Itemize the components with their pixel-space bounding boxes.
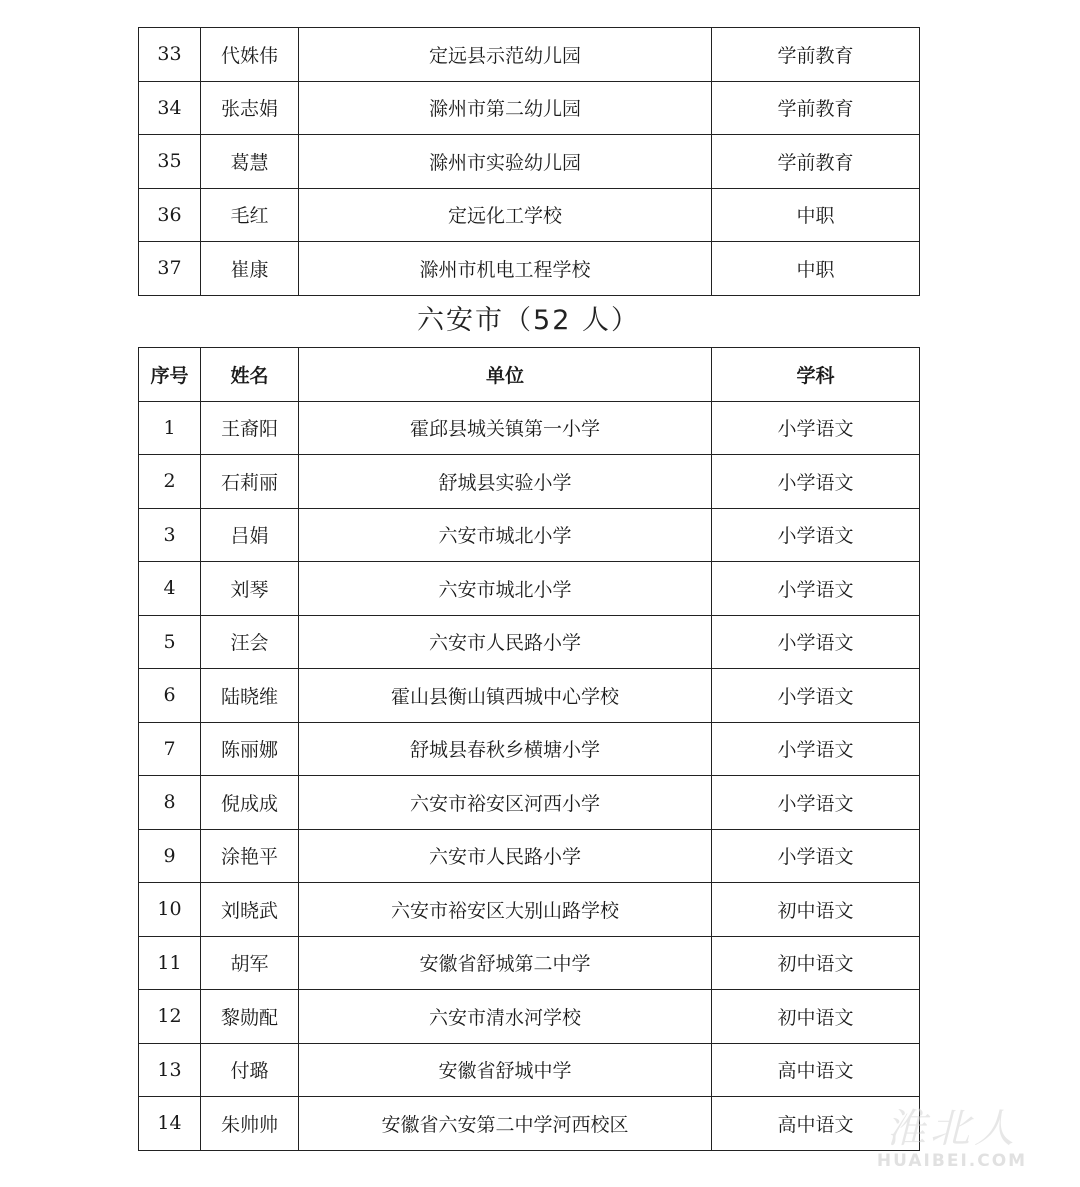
cell-subject: 初中语文 <box>712 990 920 1044</box>
cell-subject: 中职 <box>712 188 920 242</box>
cell-name: 陈丽娜 <box>201 722 299 776</box>
section-title: 六安市（52 人） <box>417 305 640 336</box>
table-row <box>139 562 920 616</box>
cell-name: 葛慧 <box>201 135 299 189</box>
cell-no: 37 <box>139 242 201 296</box>
table-row <box>139 28 920 82</box>
header-no: 序号 <box>139 348 201 402</box>
cell-name: 陆晓维 <box>201 669 299 723</box>
table-row <box>139 242 920 296</box>
table-row <box>139 669 920 723</box>
cell-no: 9 <box>139 829 201 883</box>
cell-no: 10 <box>139 883 201 937</box>
cell-unit: 六安市人民路小学 <box>299 615 712 669</box>
cell-no: 6 <box>139 669 201 723</box>
cell-unit: 六安市城北小学 <box>299 508 712 562</box>
cell-unit: 安徽省舒城第二中学 <box>299 936 712 990</box>
cell-unit: 六安市人民路小学 <box>299 829 712 883</box>
cell-no: 33 <box>139 28 201 82</box>
table-row <box>139 722 920 776</box>
cell-name: 吕娟 <box>201 508 299 562</box>
cell-subject: 学前教育 <box>712 81 920 135</box>
cell-unit: 六安市城北小学 <box>299 562 712 616</box>
table-row <box>139 81 920 135</box>
table-row <box>139 990 920 1044</box>
cell-unit: 安徽省舒城中学 <box>299 1043 712 1097</box>
cell-subject: 初中语文 <box>712 936 920 990</box>
cell-name: 张志娟 <box>201 81 299 135</box>
cell-name: 刘琴 <box>201 562 299 616</box>
table-lu-an-body <box>139 348 920 1151</box>
cell-name: 付璐 <box>201 1043 299 1097</box>
cell-subject: 小学语文 <box>712 776 920 830</box>
cell-unit: 舒城县实验小学 <box>299 455 712 509</box>
cell-unit: 滁州市第二幼儿园 <box>299 81 712 135</box>
cell-no: 34 <box>139 81 201 135</box>
cell-subject: 高中语文 <box>712 1097 920 1151</box>
header-unit: 单位 <box>299 348 712 402</box>
cell-no: 3 <box>139 508 201 562</box>
table-row <box>139 829 920 883</box>
cell-name: 黎勋配 <box>201 990 299 1044</box>
cell-subject: 小学语文 <box>712 562 920 616</box>
cell-no: 7 <box>139 722 201 776</box>
table-row <box>139 135 920 189</box>
cell-subject: 小学语文 <box>712 615 920 669</box>
cell-unit: 霍山县衡山镇西城中心学校 <box>299 669 712 723</box>
cell-subject: 初中语文 <box>712 883 920 937</box>
cell-unit: 滁州市机电工程学校 <box>299 242 712 296</box>
cell-no: 35 <box>139 135 201 189</box>
cell-name: 刘晓武 <box>201 883 299 937</box>
table-row <box>139 936 920 990</box>
cell-no: 12 <box>139 990 201 1044</box>
table-row <box>139 401 920 455</box>
cell-name: 王裔阳 <box>201 401 299 455</box>
cell-no: 1 <box>139 401 201 455</box>
cell-unit: 六安市裕安区河西小学 <box>299 776 712 830</box>
cell-subject: 高中语文 <box>712 1043 920 1097</box>
table-previous-section <box>138 27 920 296</box>
cell-name: 倪成成 <box>201 776 299 830</box>
table-row <box>139 615 920 669</box>
cell-no: 13 <box>139 1043 201 1097</box>
cell-no: 5 <box>139 615 201 669</box>
cell-no: 4 <box>139 562 201 616</box>
cell-unit: 安徽省六安第二中学河西校区 <box>299 1097 712 1151</box>
table-row <box>139 455 920 509</box>
table-row <box>139 188 920 242</box>
cell-name: 毛红 <box>201 188 299 242</box>
cell-subject: 小学语文 <box>712 722 920 776</box>
cell-subject: 学前教育 <box>712 135 920 189</box>
cell-unit: 滁州市实验幼儿园 <box>299 135 712 189</box>
table-lu-an <box>138 347 920 1151</box>
cell-no: 36 <box>139 188 201 242</box>
cell-no: 2 <box>139 455 201 509</box>
watermark-url: HUAIBEI.COM <box>876 1151 1028 1171</box>
cell-unit: 定远化工学校 <box>299 188 712 242</box>
cell-subject: 小学语文 <box>712 455 920 509</box>
site-watermark <box>852 1107 1052 1179</box>
table-row <box>139 1043 920 1097</box>
cell-subject: 小学语文 <box>712 669 920 723</box>
cell-name: 代姝伟 <box>201 28 299 82</box>
cell-subject: 小学语文 <box>712 829 920 883</box>
table-row <box>139 776 920 830</box>
table-header-row <box>139 348 920 402</box>
cell-unit: 定远县示范幼儿园 <box>299 28 712 82</box>
cell-name: 汪会 <box>201 615 299 669</box>
table-row <box>139 508 920 562</box>
cell-subject: 学前教育 <box>712 28 920 82</box>
cell-no: 8 <box>139 776 201 830</box>
cell-subject: 小学语文 <box>712 508 920 562</box>
cell-name: 石莉丽 <box>201 455 299 509</box>
cell-subject: 小学语文 <box>712 401 920 455</box>
header-subject: 学科 <box>712 348 920 402</box>
header-name: 姓名 <box>201 348 299 402</box>
cell-unit: 六安市清水河学校 <box>299 990 712 1044</box>
cell-no: 11 <box>139 936 201 990</box>
cell-unit: 舒城县春秋乡横塘小学 <box>299 722 712 776</box>
table-row <box>139 1097 920 1151</box>
cell-no: 14 <box>139 1097 201 1151</box>
cell-unit: 六安市裕安区大别山路学校 <box>299 883 712 937</box>
watermark-logo: 淮北人 <box>886 1106 1018 1152</box>
cell-name: 朱帅帅 <box>201 1097 299 1151</box>
cell-subject: 中职 <box>712 242 920 296</box>
cell-unit: 霍邱县城关镇第一小学 <box>299 401 712 455</box>
cell-name: 胡军 <box>201 936 299 990</box>
table-previous-section-body <box>139 28 920 296</box>
table-row <box>139 883 920 937</box>
cell-name: 涂艳平 <box>201 829 299 883</box>
cell-name: 崔康 <box>201 242 299 296</box>
